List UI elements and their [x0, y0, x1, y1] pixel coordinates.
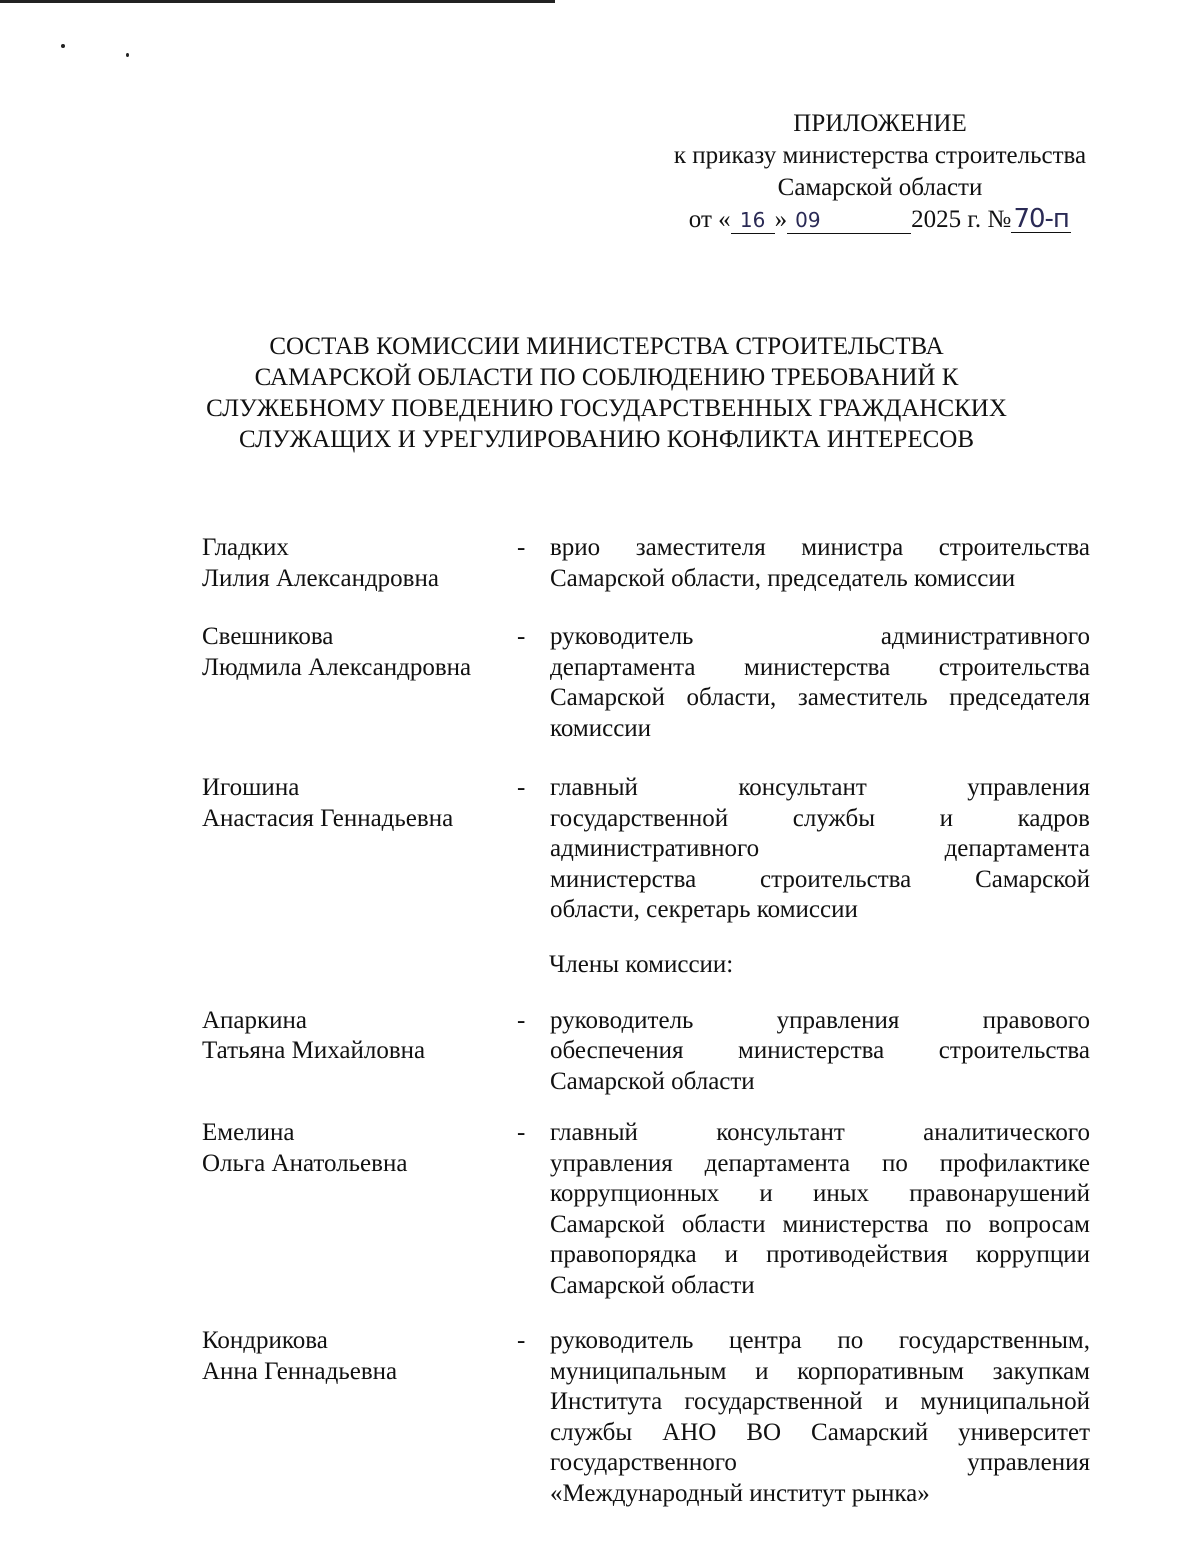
scan-speck [61, 44, 65, 48]
commission-members-list [0, 533, 1200, 1509]
member-role [550, 1326, 1090, 1509]
role-line: административного департамента [550, 835, 1090, 862]
member-name [202, 773, 502, 834]
role-line: государственного управления [550, 1449, 1090, 1476]
role-line: Самарской области, председатель комиссии [550, 564, 1016, 592]
role-line: Института государственной и муниципальной [550, 1388, 1090, 1415]
appendix-line-1: к приказу министерства строительства [673, 142, 1087, 169]
member-name [202, 1118, 502, 1179]
role-line: главный консультант управления [550, 774, 1090, 801]
role-line: руководитель центра по государственным, [550, 1327, 1090, 1354]
member-given-name: Лилия Александровна [202, 564, 439, 592]
member-name [202, 533, 502, 594]
scan-border-line [0, 0, 555, 3]
handwritten-month: 09 [787, 207, 911, 234]
appendix-line-2: Самарской области [777, 174, 983, 201]
handwritten-day: 16 [731, 207, 775, 234]
title-line: СЛУЖЕБНОМУ ПОВЕДЕНИЮ ГОСУДАРСТВЕННЫХ ГРАЖДАНСКИХ [206, 395, 1007, 422]
member-row [0, 533, 1200, 594]
member-dash: - [517, 623, 526, 650]
member-role [550, 773, 1090, 926]
member-given-name: Анна Геннадьевна [202, 1357, 398, 1385]
role-line: обеспечения министерства строительства [550, 1037, 1090, 1064]
role-line: «Международный институт рынка» [550, 1479, 930, 1507]
member-row [0, 1118, 1200, 1301]
member-role [550, 1118, 1090, 1301]
appendix-date-line [640, 204, 1120, 236]
document-title [150, 331, 1063, 455]
role-line: Самарской области [550, 1067, 755, 1095]
member-surname: Свешникова [202, 623, 334, 650]
role-line: главный консультант аналитического [550, 1119, 1090, 1146]
member-name [202, 1326, 502, 1387]
member-row [0, 1326, 1200, 1509]
appendix-block [640, 108, 1120, 236]
role-line: коррупционных и иных правонарушений [550, 1180, 1090, 1207]
member-name [202, 622, 502, 683]
role-line: Самарской области министерства по вопросам [550, 1210, 1090, 1238]
role-line: врио заместителя министра строительства [550, 534, 1090, 561]
member-row [0, 773, 1200, 926]
role-line: области, секретарь комиссии [550, 896, 858, 923]
member-given-name: Татьяна Михайловна [202, 1037, 426, 1064]
member-role [550, 1006, 1090, 1098]
member-surname: Гладких [202, 534, 289, 561]
role-line: Самарской области, заместитель председателя [550, 684, 1090, 711]
member-row [0, 622, 1200, 744]
role-line: управления департамента по профилактике [550, 1149, 1090, 1177]
date-prefix: от « [688, 206, 731, 233]
member-name [202, 1006, 502, 1067]
member-given-name: Ольга Анатольевна [202, 1149, 408, 1177]
role-line: руководитель административного [550, 623, 1090, 650]
member-surname: Игошина [202, 774, 300, 801]
member-given-name: Людмила Александровна [202, 653, 472, 681]
role-line: муниципальным и корпоративным закупкам [550, 1357, 1090, 1385]
handwritten-order-number: 70-п [1011, 206, 1071, 233]
appendix-title: ПРИЛОЖЕНИЕ [793, 110, 967, 137]
member-dash: - [517, 1119, 526, 1146]
member-role [550, 533, 1090, 594]
role-line: руководитель управления правового [550, 1006, 1090, 1034]
member-surname: Апаркина [202, 1006, 308, 1034]
date-mid: » [774, 206, 788, 233]
title-line: САМАРСКОЙ ОБЛАСТИ ПО СОБЛЮДЕНИЮ ТРЕБОВАНИЙ К [254, 364, 959, 391]
role-line: государственной службы и кадров [550, 804, 1090, 832]
member-given-name: Анастасия Геннадьевна [202, 804, 454, 832]
member-dash: - [517, 534, 526, 561]
title-line: СОСТАВ КОМИССИИ МИНИСТЕРСТВА СТРОИТЕЛЬСТВА [269, 333, 944, 360]
member-surname: Кондрикова [202, 1327, 328, 1354]
members-subheading: Члены комиссии: [549, 950, 734, 978]
scan-speck [126, 53, 129, 57]
role-line: Самарской области [550, 1271, 755, 1299]
member-surname: Емелина [202, 1119, 295, 1146]
member-row [0, 1006, 1200, 1098]
role-line: службы АНО ВО Самарский университет [550, 1418, 1090, 1446]
member-dash: - [517, 1327, 526, 1354]
role-line: правопорядка и противодействия коррупции [550, 1241, 1090, 1268]
role-line: комиссии [550, 714, 652, 742]
member-dash: - [517, 1006, 526, 1034]
role-line: министерства строительства Самарской [550, 865, 1090, 893]
member-role [550, 622, 1090, 744]
member-dash: - [517, 774, 526, 801]
year-text: 2025 г. № [911, 206, 1012, 233]
title-line: СЛУЖАЩИХ И УРЕГУЛИРОВАНИЮ КОНФЛИКТА ИНТЕРЕСОВ [238, 426, 974, 453]
role-line: департамента министерства строительства [550, 653, 1090, 681]
